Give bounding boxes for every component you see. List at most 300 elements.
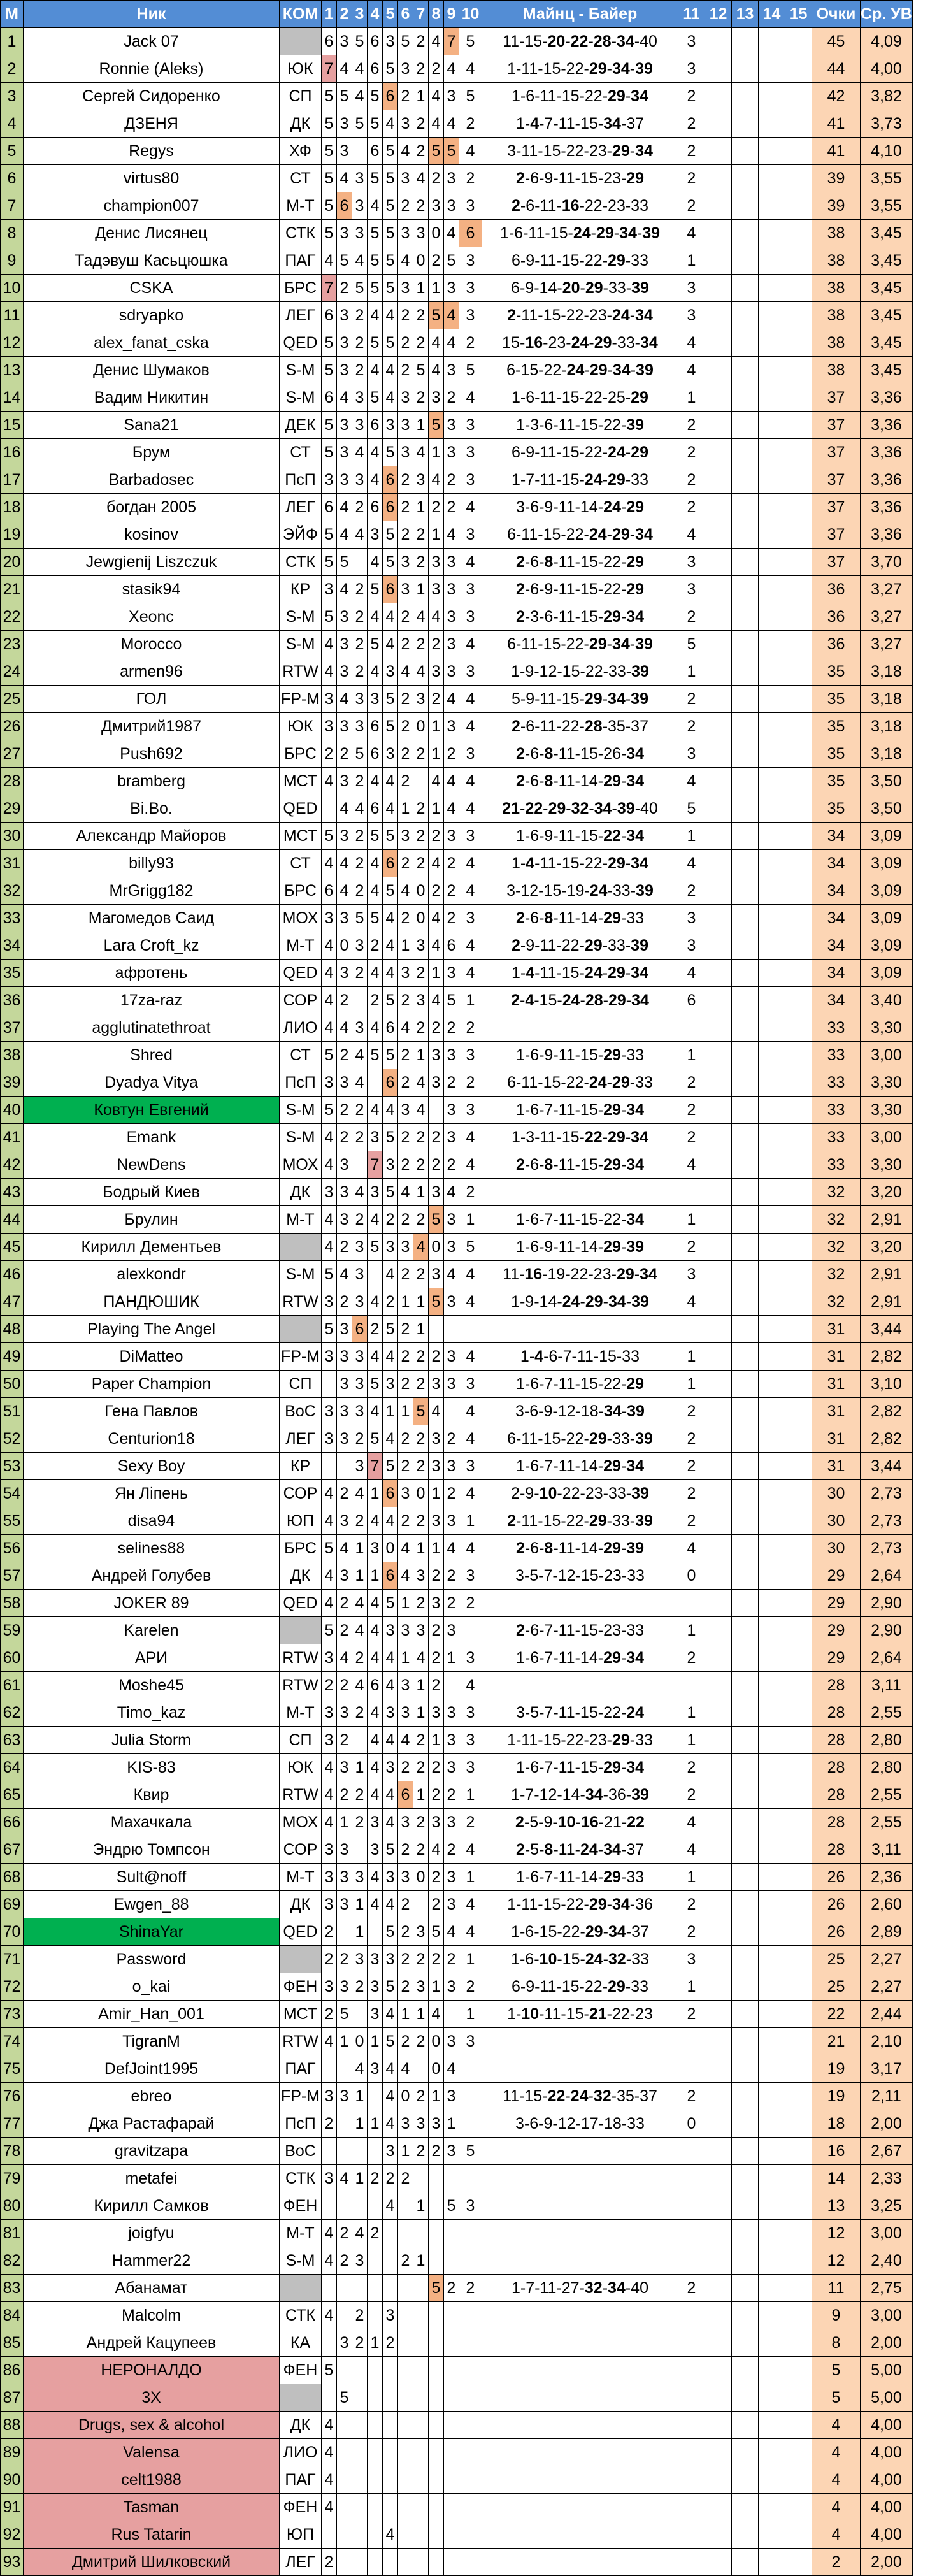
average-cell: 3,30	[861, 1097, 913, 1124]
round-11-cell: 2	[678, 1644, 705, 1672]
round-score-cell: 7	[368, 1453, 383, 1480]
round-score-cell	[429, 2439, 444, 2466]
table-row	[1, 1425, 913, 1453]
round-score-cell	[368, 2247, 383, 2275]
points-cell: 12	[812, 2247, 861, 2275]
round-score-cell	[413, 2384, 429, 2412]
round-score-cell: 4	[398, 138, 413, 165]
round-score-cell: 1	[413, 83, 429, 110]
round-score-cell	[413, 2302, 429, 2329]
round-score-cell	[398, 2357, 413, 2384]
round-score-cell: 4	[459, 1672, 482, 1699]
round-13-cell	[732, 1398, 759, 1425]
round-score-cell: 2	[413, 192, 429, 220]
round-11-cell: 2	[678, 2083, 705, 2110]
round-score-cell: 2	[337, 1781, 352, 1809]
team-cell: RTW	[280, 1672, 322, 1699]
round-14-cell	[759, 1699, 785, 1727]
round-score-cell: 3	[337, 220, 352, 247]
round-score-cell: 4	[337, 686, 352, 713]
round-11-cell: 2	[678, 1480, 705, 1507]
round-score-cell: 5	[322, 439, 337, 466]
round-15-cell	[785, 1042, 812, 1069]
round-13-cell	[732, 2466, 759, 2494]
round-score-cell	[322, 2055, 337, 2083]
points-cell: 2	[812, 2549, 861, 2576]
rank-cell: 44	[1, 1206, 24, 1234]
round-score-cell	[398, 2192, 413, 2220]
team-cell: СТК	[280, 2302, 322, 2329]
average-cell: 4,00	[861, 2494, 913, 2521]
round-score-cell: 3	[429, 1590, 444, 1617]
round-11-cell: 4	[678, 1809, 705, 1836]
mainz-bayer-cell: 2-6-8-11-14-29-33	[482, 905, 678, 932]
column-header: 7	[413, 1, 429, 28]
round-12-cell	[705, 1234, 732, 1261]
round-score-cell: 1	[413, 1179, 429, 1206]
mainz-bayer-cell: 6-11-15-22-24-29-33	[482, 1069, 678, 1097]
round-14-cell	[759, 1069, 785, 1097]
round-score-cell: 3	[459, 2192, 482, 2220]
round-13-cell	[732, 466, 759, 494]
round-score-cell	[322, 2275, 337, 2302]
round-score-cell: 2	[352, 1206, 368, 1234]
round-score-cell	[352, 2412, 368, 2439]
round-13-cell	[732, 740, 759, 768]
table-row	[1, 357, 913, 384]
round-score-cell: 3	[459, 2028, 482, 2055]
round-15-cell	[785, 2549, 812, 2576]
round-15-cell	[785, 877, 812, 905]
round-score-cell: 4	[322, 1014, 337, 1042]
points-cell: 25	[812, 1946, 861, 1973]
round-12-cell	[705, 2302, 732, 2329]
round-score-cell: 2	[337, 1590, 352, 1617]
table-row	[1, 2110, 913, 2138]
round-12-cell	[705, 2055, 732, 2083]
round-score-cell	[368, 2384, 383, 2412]
team-cell: S-M	[280, 603, 322, 631]
header-row	[1, 1, 913, 28]
round-score-cell	[444, 2302, 459, 2329]
round-score-cell	[322, 2521, 337, 2549]
round-11-cell: 2	[678, 1234, 705, 1261]
round-12-cell	[705, 55, 732, 83]
round-12-cell	[705, 823, 732, 850]
table-row	[1, 713, 913, 740]
round-11-cell: 2	[678, 494, 705, 521]
round-score-cell: 5	[459, 357, 482, 384]
round-score-cell: 3	[398, 1699, 413, 1727]
round-score-cell: 5	[383, 1973, 398, 2001]
round-14-cell	[759, 823, 785, 850]
round-12-cell	[705, 2110, 732, 2138]
round-15-cell	[785, 1891, 812, 1918]
points-cell: 37	[812, 412, 861, 439]
round-score-cell: 4	[383, 110, 398, 138]
round-11-cell: 1	[678, 384, 705, 412]
round-score-cell: 4	[368, 192, 383, 220]
round-score-cell: 3	[337, 823, 352, 850]
round-score-cell: 3	[459, 1754, 482, 1781]
round-14-cell	[759, 1014, 785, 1042]
round-score-cell: 5	[383, 521, 398, 549]
round-score-cell: 3	[322, 905, 337, 932]
rank-cell: 80	[1, 2192, 24, 2220]
team-cell: FP-M	[280, 1343, 322, 1371]
column-header: 1	[322, 1, 337, 28]
column-header: 15	[785, 1, 812, 28]
round-13-cell	[732, 494, 759, 521]
team-cell: RTW	[280, 1288, 322, 1316]
rank-cell: 7	[1, 192, 24, 220]
round-score-cell: 3	[398, 1672, 413, 1699]
round-score-cell: 4	[459, 1891, 482, 1918]
points-cell: 39	[812, 192, 861, 220]
round-score-cell: 2	[459, 165, 482, 192]
round-14-cell	[759, 1480, 785, 1507]
team-cell: ПАГ	[280, 2055, 322, 2083]
round-score-cell: 4	[352, 247, 368, 275]
round-15-cell	[785, 165, 812, 192]
round-score-cell: 2	[444, 1562, 459, 1590]
average-cell: 2,91	[861, 1288, 913, 1316]
round-score-cell: 5	[368, 384, 383, 412]
nick-cell: Valensa	[24, 2439, 280, 2466]
round-score-cell: 1	[398, 1288, 413, 1316]
round-score-cell: 4	[368, 1288, 383, 1316]
rank-cell: 63	[1, 1727, 24, 1754]
round-score-cell: 2	[429, 823, 444, 850]
table-row	[1, 850, 913, 877]
round-12-cell	[705, 192, 732, 220]
round-score-cell: 4	[459, 960, 482, 987]
round-score-cell: 1	[459, 1781, 482, 1809]
points-cell: 18	[812, 2110, 861, 2138]
average-cell: 2,64	[861, 1644, 913, 1672]
round-score-cell: 4	[398, 658, 413, 686]
rank-cell: 4	[1, 110, 24, 138]
table-row	[1, 1836, 913, 1864]
round-11-cell	[678, 2165, 705, 2192]
team-cell: М-Т	[280, 1699, 322, 1727]
round-score-cell: 2	[322, 1918, 337, 1946]
table-row	[1, 1918, 913, 1946]
round-15-cell	[785, 83, 812, 110]
average-cell: 2,82	[861, 1398, 913, 1425]
round-score-cell: 4	[383, 1343, 398, 1371]
round-score-cell: 4	[444, 329, 459, 357]
nick-cell: Shred	[24, 1042, 280, 1069]
round-11-cell: 2	[678, 686, 705, 713]
round-15-cell	[785, 1206, 812, 1234]
round-11-cell	[678, 1316, 705, 1343]
round-14-cell	[759, 1371, 785, 1398]
column-header: 11	[678, 1, 705, 28]
nick-cell: Денис Лисянец	[24, 220, 280, 247]
round-score-cell: 3	[459, 302, 482, 329]
round-12-cell	[705, 83, 732, 110]
rank-cell: 22	[1, 603, 24, 631]
average-cell: 3,27	[861, 603, 913, 631]
average-cell: 3,55	[861, 192, 913, 220]
round-score-cell: 3	[383, 1371, 398, 1398]
round-15-cell	[785, 1371, 812, 1398]
points-cell: 32	[812, 1261, 861, 1288]
round-score-cell: 4	[383, 1644, 398, 1672]
round-score-cell: 5	[322, 220, 337, 247]
round-14-cell	[759, 1179, 785, 1206]
round-15-cell	[785, 302, 812, 329]
rank-cell: 3	[1, 83, 24, 110]
round-score-cell: 4	[383, 2521, 398, 2549]
round-score-cell: 2	[413, 521, 429, 549]
average-cell: 3,44	[861, 1316, 913, 1343]
team-cell: М-Т	[280, 192, 322, 220]
round-score-cell	[429, 2412, 444, 2439]
round-score-cell: 6	[368, 1672, 383, 1699]
average-cell: 2,10	[861, 2028, 913, 2055]
round-score-cell: 5	[383, 138, 398, 165]
round-score-cell: 5	[322, 1042, 337, 1069]
average-cell: 3,09	[861, 905, 913, 932]
rank-cell: 79	[1, 2165, 24, 2192]
round-12-cell	[705, 1864, 732, 1891]
round-11-cell	[678, 2028, 705, 2055]
round-13-cell	[732, 275, 759, 302]
round-score-cell: 3	[322, 1288, 337, 1316]
round-score-cell	[413, 2412, 429, 2439]
mainz-bayer-cell	[482, 2165, 678, 2192]
round-score-cell	[444, 2384, 459, 2412]
round-15-cell	[785, 2138, 812, 2165]
rank-cell: 55	[1, 1507, 24, 1535]
average-cell: 3,45	[861, 220, 913, 247]
round-12-cell	[705, 686, 732, 713]
team-cell: МСТ	[280, 2001, 322, 2028]
nick-cell: Xeonc	[24, 603, 280, 631]
table-row	[1, 2521, 913, 2549]
mainz-bayer-cell: 2-6-7-11-15-23-33	[482, 1617, 678, 1644]
nick-cell: АРИ	[24, 1644, 280, 1672]
rank-cell: 91	[1, 2494, 24, 2521]
round-14-cell	[759, 850, 785, 877]
round-12-cell	[705, 2549, 732, 2576]
round-score-cell	[368, 2138, 383, 2165]
mainz-bayer-cell: 1-6-9-11-15-22-34	[482, 823, 678, 850]
points-cell: 39	[812, 165, 861, 192]
round-score-cell: 2	[352, 1124, 368, 1151]
round-12-cell	[705, 877, 732, 905]
round-15-cell	[785, 2275, 812, 2302]
round-score-cell: 5	[352, 110, 368, 138]
round-11-cell: 5	[678, 631, 705, 658]
round-score-cell: 2	[352, 1507, 368, 1535]
round-score-cell: 4	[322, 768, 337, 795]
round-score-cell: 4	[444, 110, 459, 138]
round-score-cell: 5	[444, 138, 459, 165]
round-15-cell	[785, 1727, 812, 1754]
nick-cell: selines88	[24, 1535, 280, 1562]
nick-cell: Ronnie (Aleks)	[24, 55, 280, 83]
round-score-cell: 2	[398, 329, 413, 357]
round-15-cell	[785, 795, 812, 823]
average-cell: 3,50	[861, 768, 913, 795]
round-12-cell	[705, 768, 732, 795]
round-score-cell	[429, 2165, 444, 2192]
points-cell: 30	[812, 1507, 861, 1535]
nick-cell: NewDens	[24, 1151, 280, 1179]
round-13-cell	[732, 1672, 759, 1699]
team-cell: МСТ	[280, 768, 322, 795]
rank-cell: 35	[1, 960, 24, 987]
round-score-cell: 3	[337, 1371, 352, 1398]
table-row	[1, 1234, 913, 1261]
round-score-cell: 3	[413, 686, 429, 713]
round-score-cell: 4	[322, 631, 337, 658]
round-score-cell: 3	[398, 2110, 413, 2138]
team-cell: ДЕК	[280, 412, 322, 439]
round-score-cell: 4	[368, 1727, 383, 1754]
points-cell: 4	[812, 2521, 861, 2549]
round-score-cell: 4	[352, 2220, 368, 2247]
mainz-bayer-cell	[482, 1316, 678, 1343]
round-14-cell	[759, 1918, 785, 1946]
round-15-cell	[785, 494, 812, 521]
round-score-cell: 2	[383, 1288, 398, 1316]
mainz-bayer-cell: 1-6-7-11-15-29-34	[482, 1097, 678, 1124]
mainz-bayer-cell: 6-11-15-22-29-33-39	[482, 1425, 678, 1453]
round-12-cell	[705, 576, 732, 603]
table-row	[1, 1809, 913, 1836]
average-cell: 2,11	[861, 2083, 913, 2110]
round-score-cell: 6	[368, 795, 383, 823]
round-score-cell: 3	[352, 1371, 368, 1398]
round-11-cell	[678, 2439, 705, 2466]
round-score-cell: 2	[322, 1946, 337, 1973]
round-score-cell: 2	[429, 165, 444, 192]
round-score-cell: 2	[337, 1288, 352, 1316]
round-score-cell: 5	[322, 1316, 337, 1343]
round-score-cell: 0	[413, 1480, 429, 1507]
mainz-bayer-cell: 1-3-11-15-22-29-34	[482, 1124, 678, 1151]
nick-cell: Password	[24, 1946, 280, 1973]
table-row	[1, 28, 913, 55]
rank-cell: 5	[1, 138, 24, 165]
round-score-cell: 2	[444, 1480, 459, 1507]
round-score-cell: 3	[337, 1425, 352, 1453]
round-score-cell: 4	[383, 2083, 398, 2110]
round-11-cell: 1	[678, 658, 705, 686]
round-score-cell: 3	[398, 1864, 413, 1891]
rank-cell: 39	[1, 1069, 24, 1097]
round-11-cell	[678, 2466, 705, 2494]
nick-cell: Sana21	[24, 412, 280, 439]
round-14-cell	[759, 275, 785, 302]
points-cell: 38	[812, 247, 861, 275]
table-row	[1, 2329, 913, 2357]
round-11-cell: 4	[678, 1535, 705, 1562]
round-11-cell: 4	[678, 768, 705, 795]
round-11-cell: 2	[678, 1918, 705, 1946]
round-score-cell: 3	[352, 1261, 368, 1288]
team-cell: ДК	[280, 110, 322, 138]
table-row	[1, 877, 913, 905]
round-13-cell	[732, 2165, 759, 2192]
round-score-cell: 4	[429, 850, 444, 877]
round-score-cell: 4	[459, 877, 482, 905]
round-12-cell	[705, 549, 732, 576]
round-13-cell	[732, 2110, 759, 2138]
nick-cell: Hammer22	[24, 2247, 280, 2275]
round-11-cell: 3	[678, 302, 705, 329]
round-score-cell: 5	[322, 1261, 337, 1288]
round-score-cell: 2	[413, 1014, 429, 1042]
round-score-cell: 5	[322, 1097, 337, 1124]
round-score-cell: 4	[352, 2055, 368, 2083]
round-score-cell: 4	[337, 165, 352, 192]
round-score-cell: 3	[398, 384, 413, 412]
round-12-cell	[705, 1206, 732, 1234]
round-score-cell: 5	[459, 28, 482, 55]
round-12-cell	[705, 1946, 732, 1973]
round-score-cell: 3	[352, 713, 368, 740]
round-score-cell: 3	[383, 2302, 398, 2329]
round-score-cell: 1	[429, 1727, 444, 1754]
round-14-cell	[759, 2302, 785, 2329]
round-14-cell	[759, 576, 785, 603]
mainz-bayer-cell: 2-9-11-22-29-33-39	[482, 932, 678, 960]
round-score-cell: 3	[337, 466, 352, 494]
round-score-cell: 3	[352, 1946, 368, 1973]
round-score-cell: 3	[398, 165, 413, 192]
round-score-cell: 0	[429, 2055, 444, 2083]
round-13-cell	[732, 357, 759, 384]
round-14-cell	[759, 1836, 785, 1864]
round-score-cell: 4	[383, 1727, 398, 1754]
round-score-cell: 2	[444, 877, 459, 905]
mainz-bayer-cell: 2-5-9-10-16-21-22	[482, 1809, 678, 1836]
nick-cell: Махачкала	[24, 1809, 280, 1836]
round-score-cell: 2	[429, 1644, 444, 1672]
round-score-cell: 4	[322, 850, 337, 877]
round-score-cell: 3	[459, 1644, 482, 1672]
round-score-cell: 3	[429, 658, 444, 686]
round-score-cell: 4	[368, 1507, 383, 1535]
round-score-cell: 3	[352, 192, 368, 220]
round-15-cell	[785, 1234, 812, 1261]
round-12-cell	[705, 2439, 732, 2466]
round-12-cell	[705, 494, 732, 521]
round-score-cell: 4	[352, 83, 368, 110]
round-score-cell: 4	[368, 1206, 383, 1234]
mainz-bayer-cell: 6-9-14-20-29-33-39	[482, 275, 678, 302]
nick-cell: DiMatteo	[24, 1343, 280, 1371]
round-score-cell	[459, 2357, 482, 2384]
average-cell: 3,00	[861, 2302, 913, 2329]
round-score-cell: 3	[459, 1453, 482, 1480]
round-score-cell: 2	[337, 2247, 352, 2275]
average-cell: 3,30	[861, 1069, 913, 1097]
round-score-cell: 2	[459, 1014, 482, 1042]
points-cell: 32	[812, 1288, 861, 1316]
nick-cell: Ewgen_88	[24, 1891, 280, 1918]
round-score-cell: 2	[368, 2165, 383, 2192]
round-score-cell: 6	[383, 1562, 398, 1590]
round-score-cell: 3	[337, 713, 352, 740]
round-score-cell: 2	[413, 1425, 429, 1453]
round-score-cell: 3	[413, 220, 429, 247]
